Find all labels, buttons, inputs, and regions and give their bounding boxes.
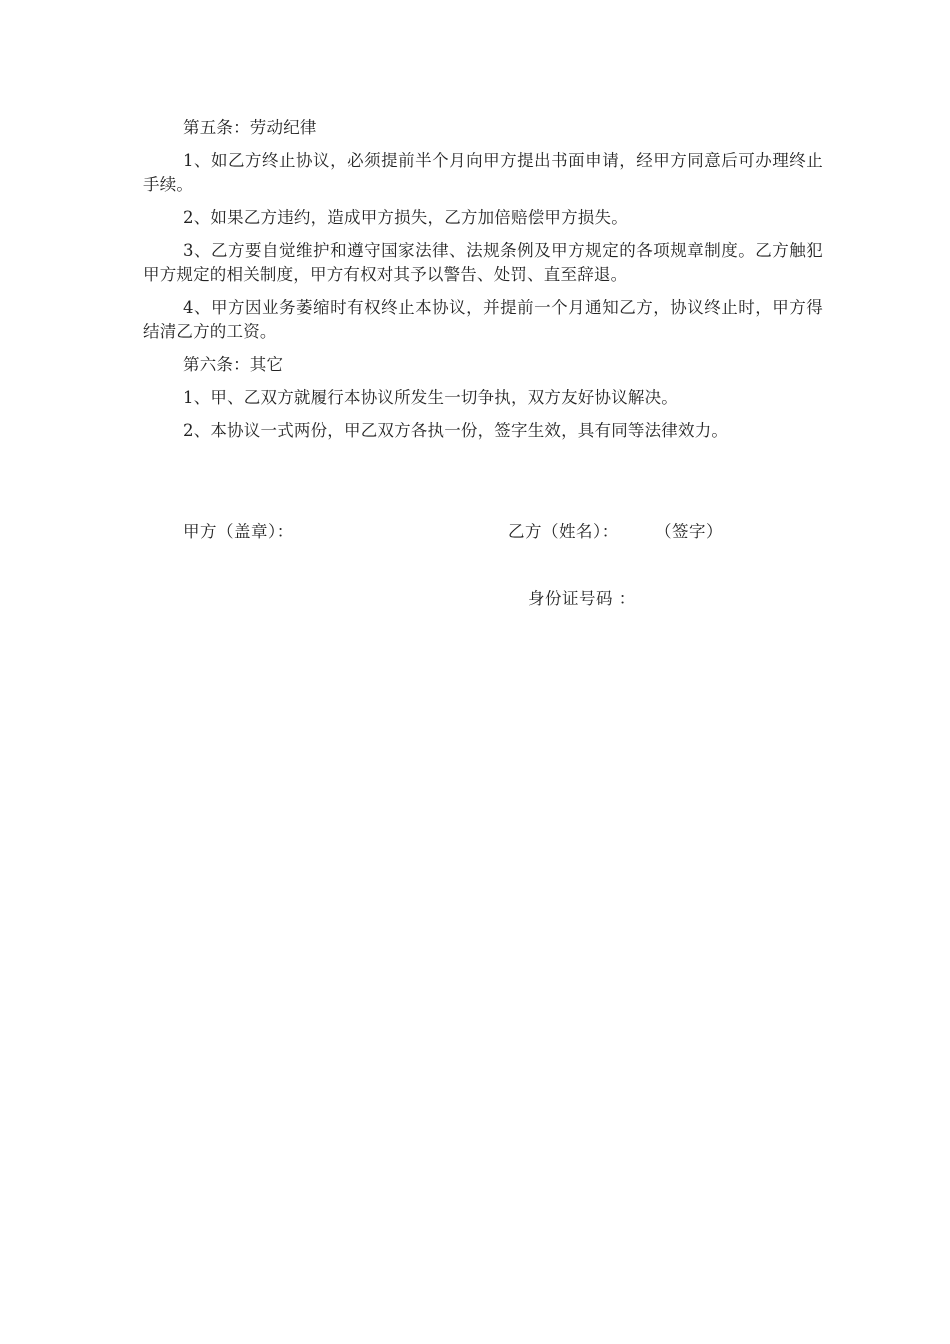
- article-6-item-1: 1、甲、乙双方就履行本协议所发生一切争执，双方友好协议解决。: [183, 388, 678, 407]
- article-5-item-4: 4、甲方因业务萎缩时有权终止本协议，并提前一个月通知乙方，协议终止时，甲方得结清乙方的工资。: [143, 298, 823, 341]
- party-b-signature-label: （签字）: [655, 522, 723, 541]
- party-b-name-label: 乙方（姓名）：: [508, 522, 619, 541]
- document-body: [143, 116, 823, 452]
- id-number-label: 身份证号码 ：: [528, 589, 636, 608]
- article-5-title: 第五条：劳动纪律: [183, 118, 317, 137]
- article-5-item-3: 3、乙方要自觉维护和遵守国家法律、法规条例及甲方规定的各项规章制度。乙方触犯甲方规定的相关制度，甲方有权对其予以警告、处罚、直至辞退。: [143, 241, 823, 284]
- article-6-title: 第六条：其它: [183, 355, 284, 374]
- article-5-item-2: 2、如果乙方违约，造成甲方损失，乙方加倍赔偿甲方损失。: [183, 208, 628, 227]
- party-a-seal-label: 甲方（盖章）：: [183, 522, 294, 541]
- article-5-item-1: 1、如乙方终止协议，必须提前半个月向甲方提出书面申请，经甲方同意后可办理终止手续。: [143, 151, 823, 194]
- article-6-item-2: 2、本协议一式两份，甲乙双方各执一份，签字生效，具有同等法律效力。: [183, 421, 729, 440]
